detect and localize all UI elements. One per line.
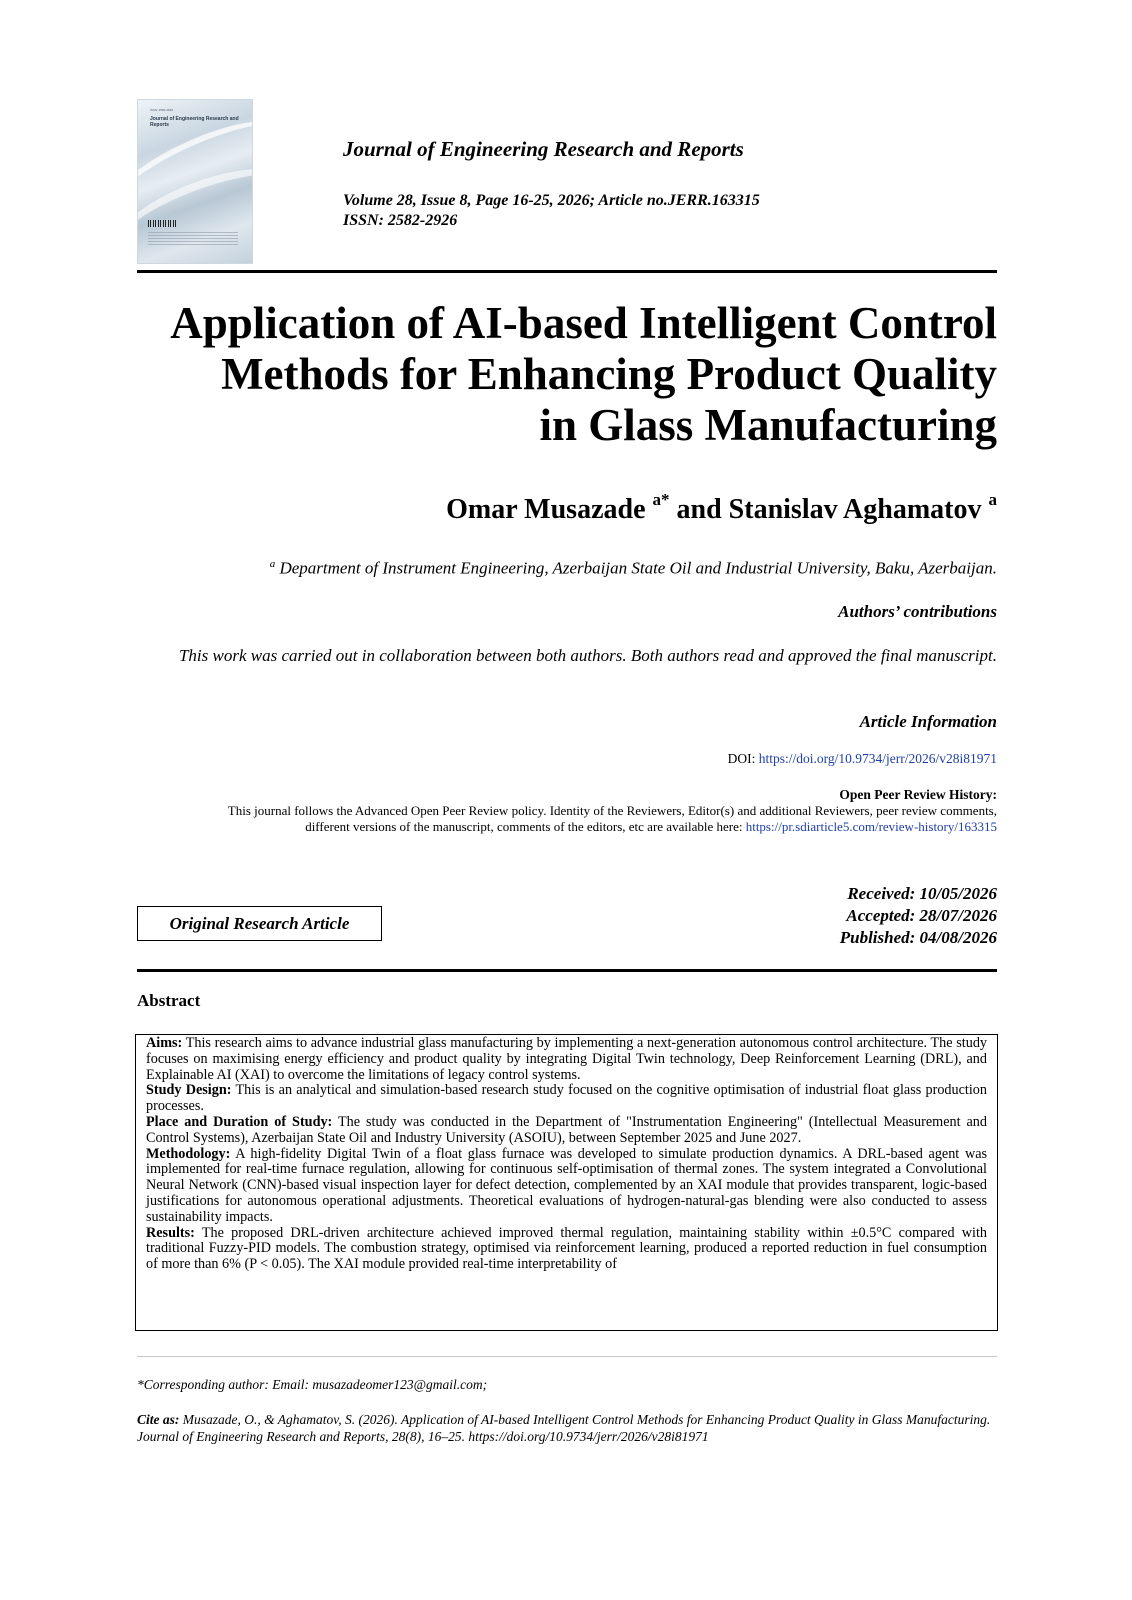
journal-cover-image: [137, 99, 253, 264]
abstract-paragraph: [146, 1083, 987, 1115]
abstract-paragraph: [146, 1036, 987, 1083]
cover-barcode: [148, 220, 176, 227]
open-review-line: [137, 819, 997, 835]
affiliation-text: Department of Instrument Engineering, Azerbaijan State Oil and Industrial University, Baku, Azerbaijan.: [279, 558, 997, 578]
article-title: [137, 298, 997, 451]
published-date: Published: 04/08/2026: [839, 928, 997, 947]
received-date: Received: 10/05/2026: [847, 884, 997, 903]
open-review-line: This journal follows the Advanced Open Peer Review policy. Identity of the Reviewers, Editor(s) and additional Reviewers, peer review comments,: [227, 803, 997, 818]
author-affiliation-mark: a*: [652, 490, 670, 509]
abstract-text: A high-fidelity Digital Twin of a float glass furnace was developed to simulate production dynamics. A DRL-based agent was implemented for real-time furnace regulation, allowing for continuous self-optimisation of thermal zones. The system integrated a Convolutional Neural Network (CNN)-based visual inspection layer for defect detection, complemented by an XAI module that provides transparent, logic-based justifications for autonomous operational adjustments. Theoretical evaluations of hydrogen-natural-gas blending were also conducted to assess sustainability impacts.: [146, 1145, 988, 1225]
accepted-date: Accepted: 28/07/2026: [846, 906, 997, 925]
open-review-text: [137, 803, 997, 834]
contributions-heading: Authors’ contributions: [838, 602, 997, 621]
abstract-text: This is an analytical and simulation-based research study focused on the cognitive optimisation of industrial float glass production processes.: [146, 1082, 987, 1115]
author-list: [446, 490, 997, 526]
author-name: Stanislav Aghamatov: [728, 494, 982, 525]
affiliation: [270, 558, 997, 579]
abstract-paragraph: [146, 1115, 987, 1147]
abstract-label: Study Design:: [146, 1082, 232, 1099]
abstract-paragraph: [146, 1147, 987, 1226]
footnote-rule: [137, 1356, 997, 1357]
abstract-text: This research aims to advance industrial glass manufacturing by implementing a next-generation autonomous control architecture. The study focuses on maximising energy efficiency and product quality by integrating Digital Twin technology, Deep Reinforcement Learning (DRL), and Explainable AI (XAI) to overcome the limitations of legacy control systems.: [146, 1035, 987, 1083]
corresponding-author: *Corresponding author: Email: musazadeomer123@gmail.com;: [137, 1377, 488, 1392]
open-review-heading: Open Peer Review History:: [839, 787, 997, 802]
journal-name: Journal of Engineering Research and Reports: [343, 137, 744, 161]
abstract-label: Place and Duration of Study:: [146, 1113, 333, 1130]
article-type-badge: Original Research Article: [137, 906, 382, 941]
abstract-text: The proposed DRL-driven architecture achieved improved thermal regulation, maintaining stability within ±0.5°C compared with traditional Fuzzy-PID models. The combustion strategy, optimised via reinforcement learning, produced a reported reduction in fuel consumption of more than 6% (P < 0.05). The XAI module provided real-time interpretability of: [146, 1224, 987, 1273]
title-line: Methods for Enhancing Product Quality: [221, 349, 997, 399]
cover-issn: ISSN: 2582-2926: [150, 108, 174, 112]
cite-text: Musazade, O., & Aghamatov, S. (2026). Application of AI-based Intelligent Control Methods for Enhancing Product Quality in Glass Manufacturing. Journal of Engineering Research and Reports, 28(8), 16–25. https://doi.org/10.9734/jerr/2026/v28i81971: [137, 1412, 991, 1444]
author-joiner: and: [676, 494, 722, 525]
doi-line: [728, 751, 997, 767]
abstract-label: Aims:: [146, 1035, 183, 1051]
cite-label: Cite as:: [137, 1412, 180, 1427]
abstract-heading: Abstract: [137, 991, 201, 1010]
citation: [137, 1412, 997, 1445]
issn-line: ISSN: 2582-2926: [343, 212, 458, 229]
title-line: in Glass Manufacturing: [539, 400, 997, 450]
cover-title: Journal of Engineering Research and Reports: [150, 116, 239, 128]
title-line: Application of AI-based Intelligent Control: [170, 298, 997, 348]
abstract-box: [135, 1034, 998, 1331]
abstract-label: Results:: [146, 1224, 195, 1241]
author-name: Omar Musazade: [446, 494, 646, 525]
cover-fine-print: [148, 232, 238, 246]
author-affiliation-mark: a: [988, 490, 997, 509]
article-info-heading: Article Information: [859, 712, 997, 731]
contributions-text: This work was carried out in collaboration between both authors. Both authors read and approved the final manuscript.: [178, 646, 997, 665]
abstract-label: Methodology:: [146, 1145, 231, 1162]
article-dates: [840, 883, 997, 949]
doi-link[interactable]: https://doi.org/10.9734/jerr/2026/v28i81971: [758, 751, 997, 766]
doi-label: DOI:: [727, 751, 756, 766]
section-rule: [137, 969, 997, 972]
header-rule: [137, 270, 997, 273]
volume-line: Volume 28, Issue 8, Page 16-25, 2026; Article no.JERR.163315: [343, 192, 760, 209]
review-history-link[interactable]: https://pr.sdiarticle5.com/review-history/163315: [745, 818, 997, 834]
abstract-text: The study was conducted in the Department of "Instrumentation Engineering" (Intellectual Measurement and Control Systems), Azerbaijan State Oil and Industry University (ASOIU), between September 2025 and June 2027.: [146, 1113, 987, 1146]
abstract-paragraph: [146, 1226, 987, 1273]
open-review-line2: different versions of the manuscript, comments of the editors, etc are available here:: [305, 818, 743, 834]
affiliation-mark: a: [269, 558, 276, 570]
